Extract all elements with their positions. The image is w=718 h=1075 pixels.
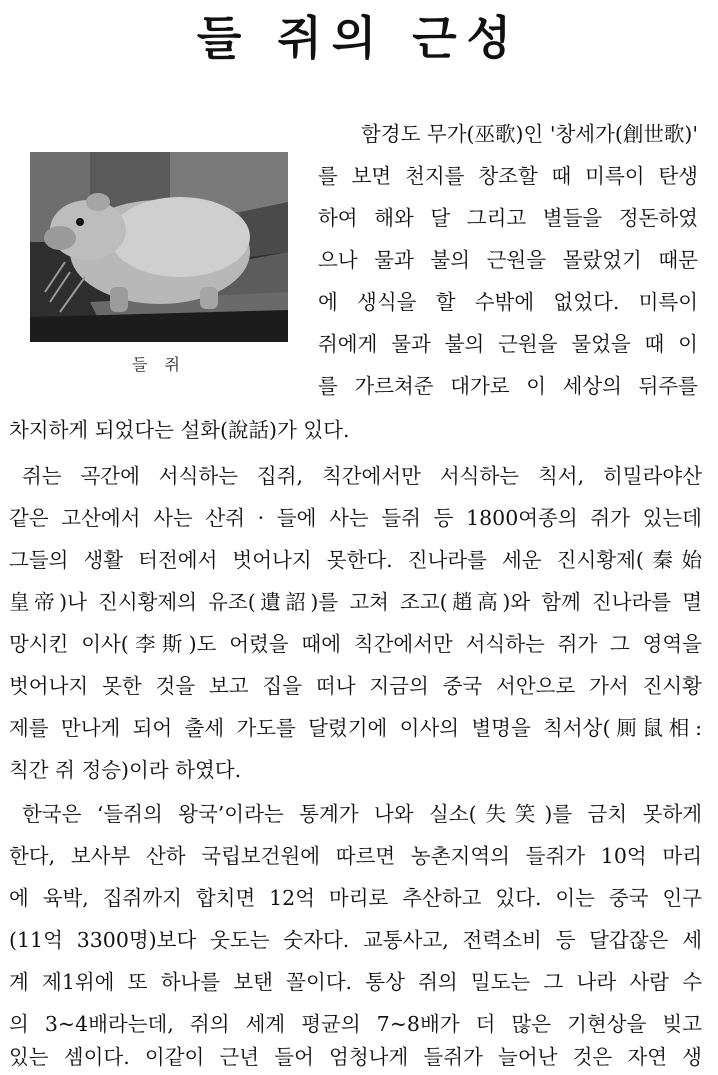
body-line: 쥐는 곡간에 서식하는 집쥐, 칙간에서만 서식하는 칙서, 히밀라야산	[22, 464, 702, 488]
body-line: 한다, 보사부 산하 국립보건원에 따르면 농촌지역의 들쥐가 10억 마리	[9, 844, 702, 868]
body-line: 하여 해와 달 그리고 별들을 정돈하였	[318, 206, 698, 230]
page-title: 들 쥐의 근성	[196, 11, 522, 65]
body-line: 쥐에게 물과 불의 근원을 물었을 때 이	[318, 332, 698, 356]
body-line: 벗어나지 못한 것을 보고 집을 떠나 지금의 중국 서안으로 가서 진시황	[9, 674, 702, 698]
body-line: 계 제1위에 또 하나를 보탠 꼴이다. 통상 쥐의 밀도는 그 나라 사람 수	[9, 970, 702, 994]
body-line: 에 육박, 집쥐까지 합치면 12억 마리로 추산하고 있다. 이는 중국 인구	[9, 886, 702, 910]
body-line: 皇帝)나 진시황제의 유조(遺詔)를 고쳐 조고(趙高)와 함께 진나라를 멸	[9, 590, 702, 614]
body-line: 그들의 생활 터전에서 벗어나지 못한다. 진나라를 세운 진시황제(秦始	[9, 548, 702, 572]
body-line: 함경도 무가(巫歌)인 '창세가(創世歌)'	[360, 122, 698, 146]
body-line: 를 가르쳐준 대가로 이 세상의 뒤주를	[318, 374, 698, 398]
photo-figure	[30, 152, 288, 392]
body-line: 같은 고산에서 사는 산쥐 · 들에 사는 들쥐 등 1800여종의 쥐가 있는데	[9, 506, 702, 530]
body-line: 망시킨 이사(李斯)도 어렸을 때에 칙간에서만 서식하는 쥐가 그 영역을	[9, 632, 702, 656]
photo-caption: 들 쥐	[132, 355, 186, 374]
field-rat-photo	[30, 152, 288, 342]
body-line: 차지하게 되었다는 설화(說話)가 있다.	[9, 418, 350, 442]
body-line: 를 보면 천지를 창조할 때 미륵이 탄생	[318, 164, 698, 188]
body-line: 한국은 ‘들쥐의 왕국’이라는 통계가 나와 실소(失笑)를 금치 못하게	[22, 802, 702, 826]
body-line: 제를 만나게 되어 출세 가도를 달렸기에 이사의 별명을 칙서상(厠鼠相:	[9, 716, 702, 740]
body-line: 의 3~4배라는데, 쥐의 세계 평균의 7~8배가 더 많은 기현상을 빚고	[9, 1012, 702, 1036]
body-line: 으나 물과 불의 근원을 몰랐었기 때문	[318, 248, 698, 272]
body-line: 있는 셈이다. 이같이 근년 들어 엄청나게 들쥐가 늘어난 것은 자연 생	[9, 1045, 702, 1069]
body-line: 칙간 쥐 정승)이라 하였다.	[9, 758, 242, 782]
body-line: (11억 3300명)보다 웃도는 숫자다. 교통사고, 전력소비 등 달갑잖은 세	[9, 928, 702, 952]
body-line: 에 생식을 할 수밖에 없었다. 미륵이	[318, 290, 698, 314]
